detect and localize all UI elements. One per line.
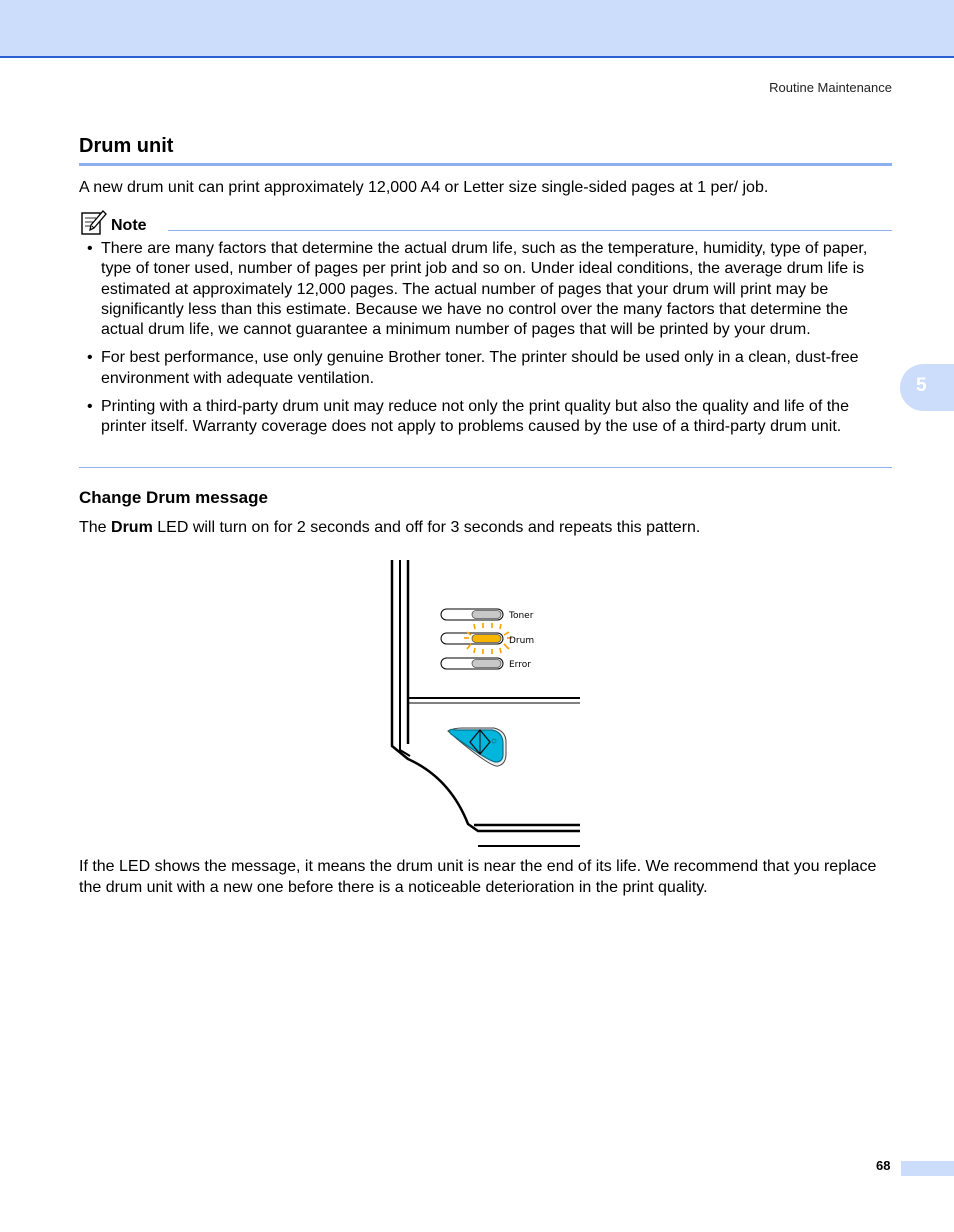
intro-paragraph: A new drum unit can print approximately 12,000 A4 or Letter size single-sided pages at 1 per/ job. <box>79 179 769 196</box>
drum-led-paragraph <box>79 518 892 538</box>
page-number: 68 <box>876 1158 891 1173</box>
control-panel-figure <box>388 556 584 850</box>
drum-bold-word: Drum <box>111 519 153 536</box>
note-header <box>81 210 892 236</box>
toner-led-label: Toner <box>509 611 534 621</box>
note-pencil-icon <box>81 210 107 236</box>
running-head: Routine Maintenance <box>769 80 892 95</box>
section-title: Drum unit <box>79 135 174 157</box>
footer-band <box>901 1161 954 1176</box>
note-list <box>79 239 892 446</box>
closing-paragraph: If the LED shows the message, it means the drum unit is near the end of its life. We recommend that you replace the drum unit with a new one before there is a noticeable deterioration in the print quality. <box>79 858 877 896</box>
header-band <box>0 0 954 58</box>
error-led-label: Error <box>509 660 531 670</box>
note-item: • There are many factors that determine the actual drum life, such as the temperature, humidity, type of paper, type of toner used, number of pages per print job and so on. Under ideal conditions, the average drum life is estimated at approximately 12,000 pages. The actual number of pages that your drum will print may be significantly less than this estimate. Because we have no control over the many factors that determine the actual drum life, we cannot guarantee a minimum number of pages that will be printed by your drum. <box>79 239 892 340</box>
note-item: • For best performance, use only genuine Brother toner. The printer should be used only in a clean, dust-free environment with adequate ventilation. <box>79 348 892 389</box>
note-item: • Printing with a third-party drum unit may reduce not only the print quality but also the quality and life of the printer itself. Warranty coverage does not apply to problems caused by the use of a third-party drum unit. <box>79 397 892 438</box>
error-led <box>441 658 503 669</box>
note-label: Note <box>111 217 147 234</box>
chapter-tab <box>900 364 954 411</box>
note-end-rule <box>79 467 892 468</box>
toner-led <box>441 609 503 620</box>
go-button <box>448 728 506 766</box>
drum-led <box>441 623 512 654</box>
title-rule <box>79 163 892 166</box>
drum-text-before: The <box>79 519 112 536</box>
note-rule <box>168 230 892 231</box>
chapter-number: 5 <box>916 375 927 396</box>
drum-led-label: Drum <box>509 636 535 646</box>
drum-text-after: LED will turn on for 2 seconds and off for 3 seconds and repeats this pattern. <box>152 519 701 536</box>
printer-body-outline <box>392 560 580 831</box>
change-drum-heading: Change Drum message <box>79 488 268 507</box>
